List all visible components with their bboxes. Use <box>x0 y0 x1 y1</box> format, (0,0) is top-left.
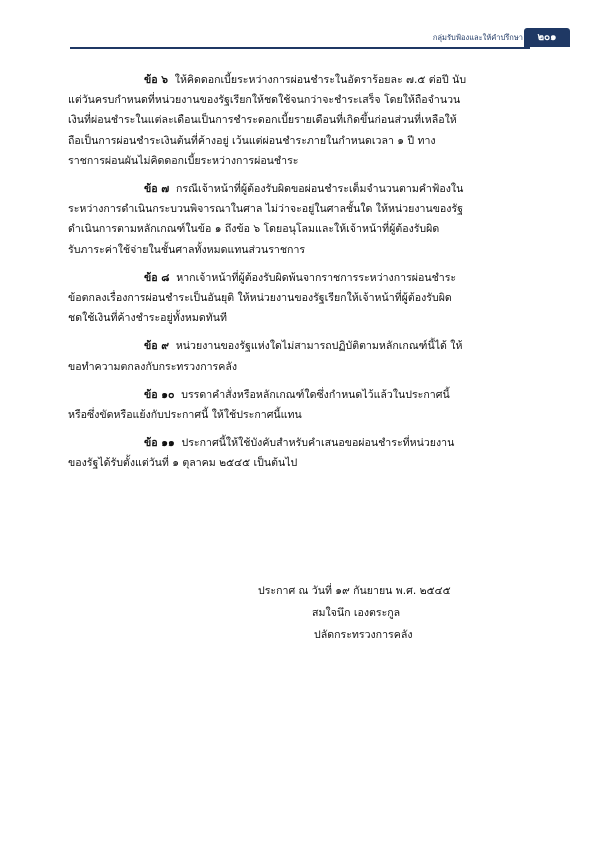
page-number-badge: ๒๐๑ <box>524 28 570 47</box>
clause-number: ข้อ ๖ <box>144 74 169 86</box>
header-section-label: กลุ่มรับฟ้องและให้คำปรึกษา <box>432 33 523 42</box>
signature-block <box>258 580 508 646</box>
signatory-position: ปลัดกระทรวงการคลัง <box>314 629 413 641</box>
clause-line <box>68 268 526 288</box>
clause-number: ข้อ ๙ <box>144 340 170 353</box>
clause-8 <box>68 268 526 329</box>
clause-9 <box>68 336 526 376</box>
clause-line: ระหว่างการดำเนินกระบวนพิจารณาในศาล ไม่ว่าจะอยู่ในศาลชั้นใด ให้หน่วยงานของรัฐ <box>68 203 463 216</box>
clause-line: รับภาระค่าใช้จ่ายในชั้นศาลทั้งหมดแทนส่วนราชการ <box>68 243 306 256</box>
clause-number: ข้อ ๑๐ <box>144 388 175 401</box>
clause-text: ให้คิดดอกเบี้ยระหว่างการผ่อนชำระในอัตราร้อยละ ๗.๕ ต่อปี นับ <box>174 74 467 86</box>
clause-line: ดำเนินการตามหลักเกณฑ์ในข้อ ๑ ถึงข้อ ๖ โดยอนุโลมและให้เจ้าหน้าที่ผู้ต้องรับผิด <box>68 223 440 236</box>
clause-line: ถือเป็นการผ่อนชำระเงินต้นที่ค้างอยู่ เว้นแต่ผ่อนชำระภายในกำหนดเวลา ๑ ปี ทาง <box>68 134 436 147</box>
clause-text: กรณีเจ้าหน้าที่ผู้ต้องรับผิดขอผ่อนชำระเต็มจำนวนตามคำฟ้องใน <box>176 183 464 196</box>
clause-text: หากเจ้าหน้าที่ผู้ต้องรับผิดพ้นจากราชการระหว่างการผ่อนชำระ <box>176 271 457 284</box>
clause-10 <box>68 385 526 425</box>
clause-line: ขอทำความตกลงกับกระทรวงการคลัง <box>68 360 237 373</box>
clause-line: เงินที่ผ่อนชำระในแต่ละเดือนเป็นการชำระดอกเบี้ยรายเดือนที่เกิดขึ้นก่อนส่วนที่เหลือให้ <box>68 114 457 127</box>
clause-11 <box>68 433 526 473</box>
clause-text: หน่วยงานของรัฐแห่งใดไม่สามารถปฏิบัติตามหลักเกณฑ์นี้ได้ ให้ <box>175 340 463 353</box>
announcement-date: ประกาศ ณ วันที่ ๑๙ กันยายน พ.ศ. ๒๕๔๕ <box>258 585 451 597</box>
clause-line: ราชการผ่อนผันไม่คิดดอกเบี้ยระหว่างการผ่อนชำระ <box>68 154 299 167</box>
clause-line <box>68 385 526 405</box>
clause-line: แต่วันครบกำหนดที่หน่วยงานของรัฐเรียกให้ชดใช้จนกว่าจะชำระเสร็จ โดยให้ถือจำนวน <box>68 94 461 107</box>
clause-line <box>68 336 526 356</box>
signatory-name: สมใจนึก เองตระกูล <box>312 607 401 619</box>
clause-line <box>68 179 526 199</box>
clause-line: ข้อตกลงเรื่องการผ่อนชำระเป็นอันยุติ ให้หน่วยงานของรัฐเรียกให้เจ้าหน้าที่ผู้ต้องรับผิด <box>68 292 452 305</box>
clause-line: ชดใช้เงินที่ค้างชำระอยู่ทั้งหมดทันที <box>68 312 227 325</box>
clause-number: ข้อ ๗ <box>144 183 170 196</box>
clause-line: ของรัฐได้รับตั้งแต่วันที่ ๑ ตุลาคม ๒๕๔๕ เป็นต้นไป <box>68 457 298 470</box>
clause-6 <box>68 70 526 171</box>
clause-line <box>68 433 526 453</box>
document-body <box>68 70 526 482</box>
clause-7 <box>68 179 526 260</box>
header-divider <box>70 47 530 49</box>
clause-number: ข้อ ๑๑ <box>144 437 175 450</box>
clause-text: ประกาศนี้ให้ใช้บังคับสำหรับคำเสนอขอผ่อนชำระที่หน่วยงาน <box>181 437 455 450</box>
clause-line: หรือซึ่งขัดหรือแย้งกับประกาศนี้ ให้ใช้ประกาศนี้แทน <box>68 409 302 422</box>
clause-line <box>68 70 526 90</box>
clause-text: บรรดาคำสั่งหรือหลักเกณฑ์ใดซึ่งกำหนดไว้แล้วในประกาศนี้ <box>181 388 450 401</box>
clause-number: ข้อ ๘ <box>144 271 170 284</box>
